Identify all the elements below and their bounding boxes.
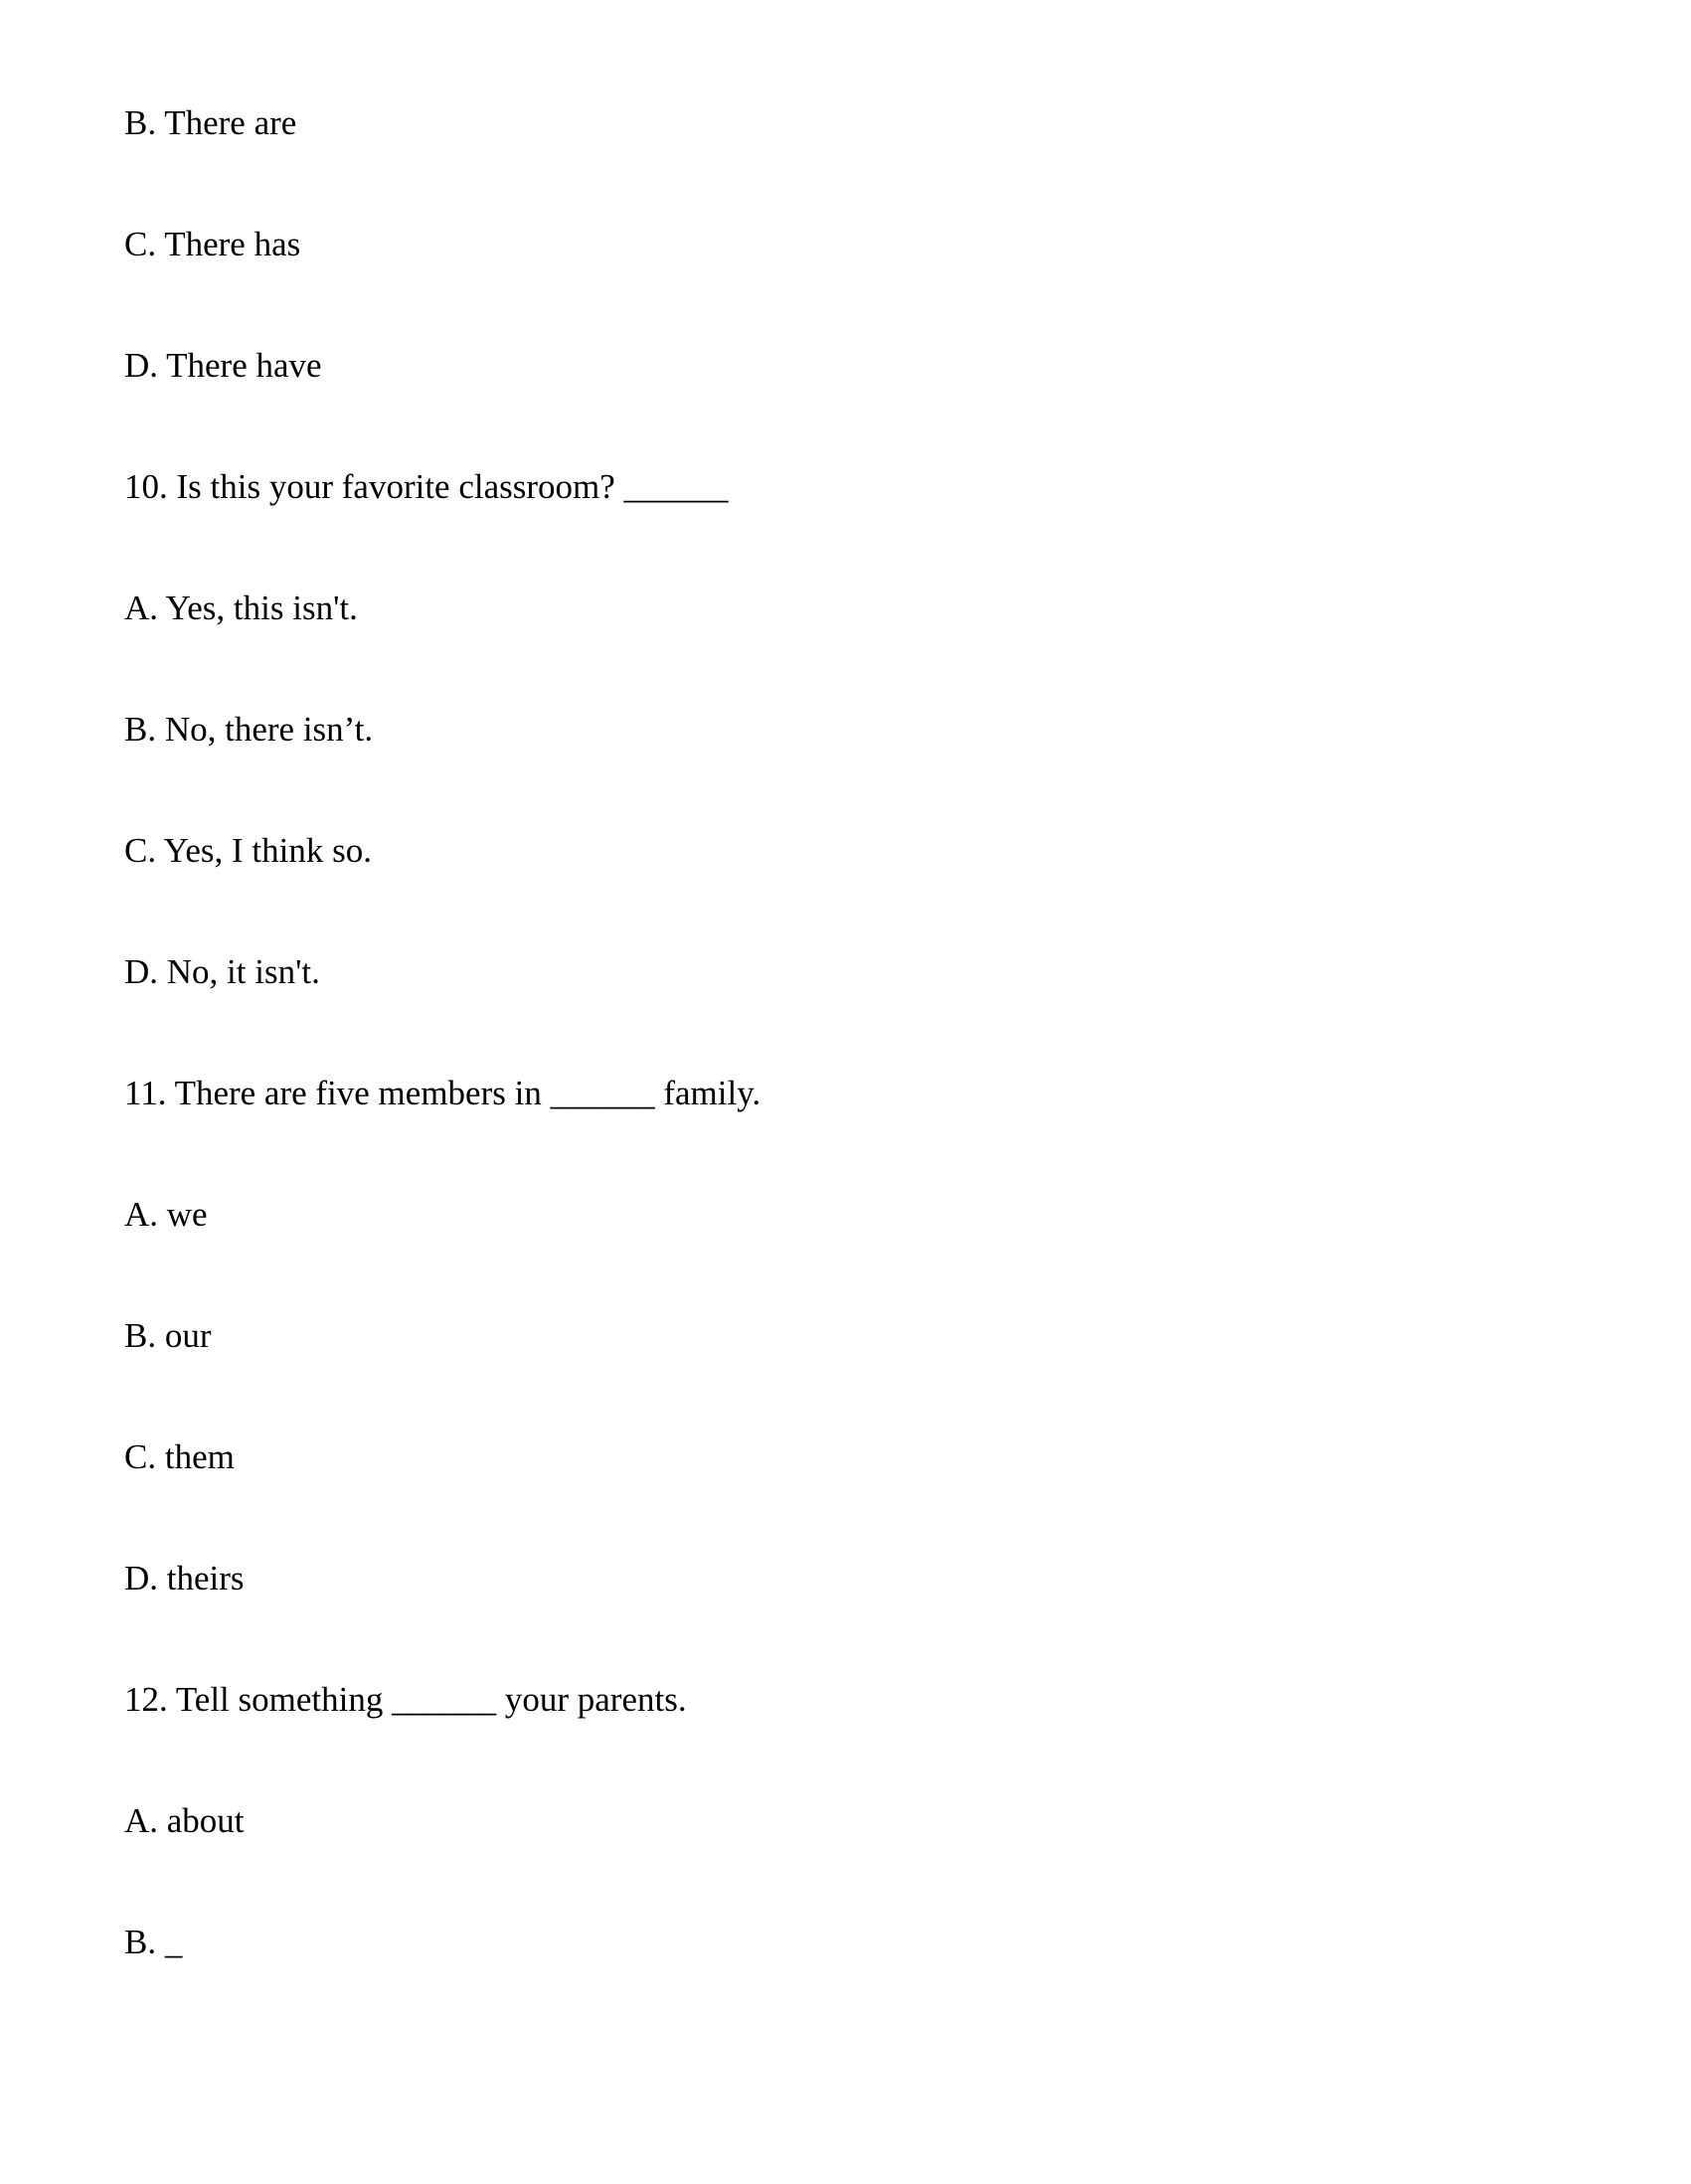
option-d-q11: D. theirs: [124, 1559, 245, 1597]
question-12: 12. Tell something ______ your parents.: [124, 1680, 687, 1719]
question-10: 10. Is this your favorite classroom? ______: [124, 467, 729, 506]
option-b-q12: B. _: [124, 1923, 183, 1961]
option-c-q11: C. them: [124, 1437, 235, 1476]
option-c-q9: C. There has: [124, 225, 301, 263]
option-d-q10: D. No, it isn't.: [124, 952, 320, 991]
question-11: 11. There are five members in ______ family.: [124, 1074, 761, 1112]
option-c-q10: C. Yes, I think so.: [124, 831, 372, 870]
option-b-q9: B. There are: [124, 103, 297, 142]
option-b-q11: B. our: [124, 1316, 212, 1355]
option-a-q10: A. Yes, this isn't.: [124, 588, 358, 627]
option-a-q12: A. about: [124, 1801, 245, 1840]
option-d-q9: D. There have: [124, 346, 322, 385]
option-b-q10: B. No, there isn’t.: [124, 710, 374, 749]
option-a-q11: A. we: [124, 1195, 208, 1234]
